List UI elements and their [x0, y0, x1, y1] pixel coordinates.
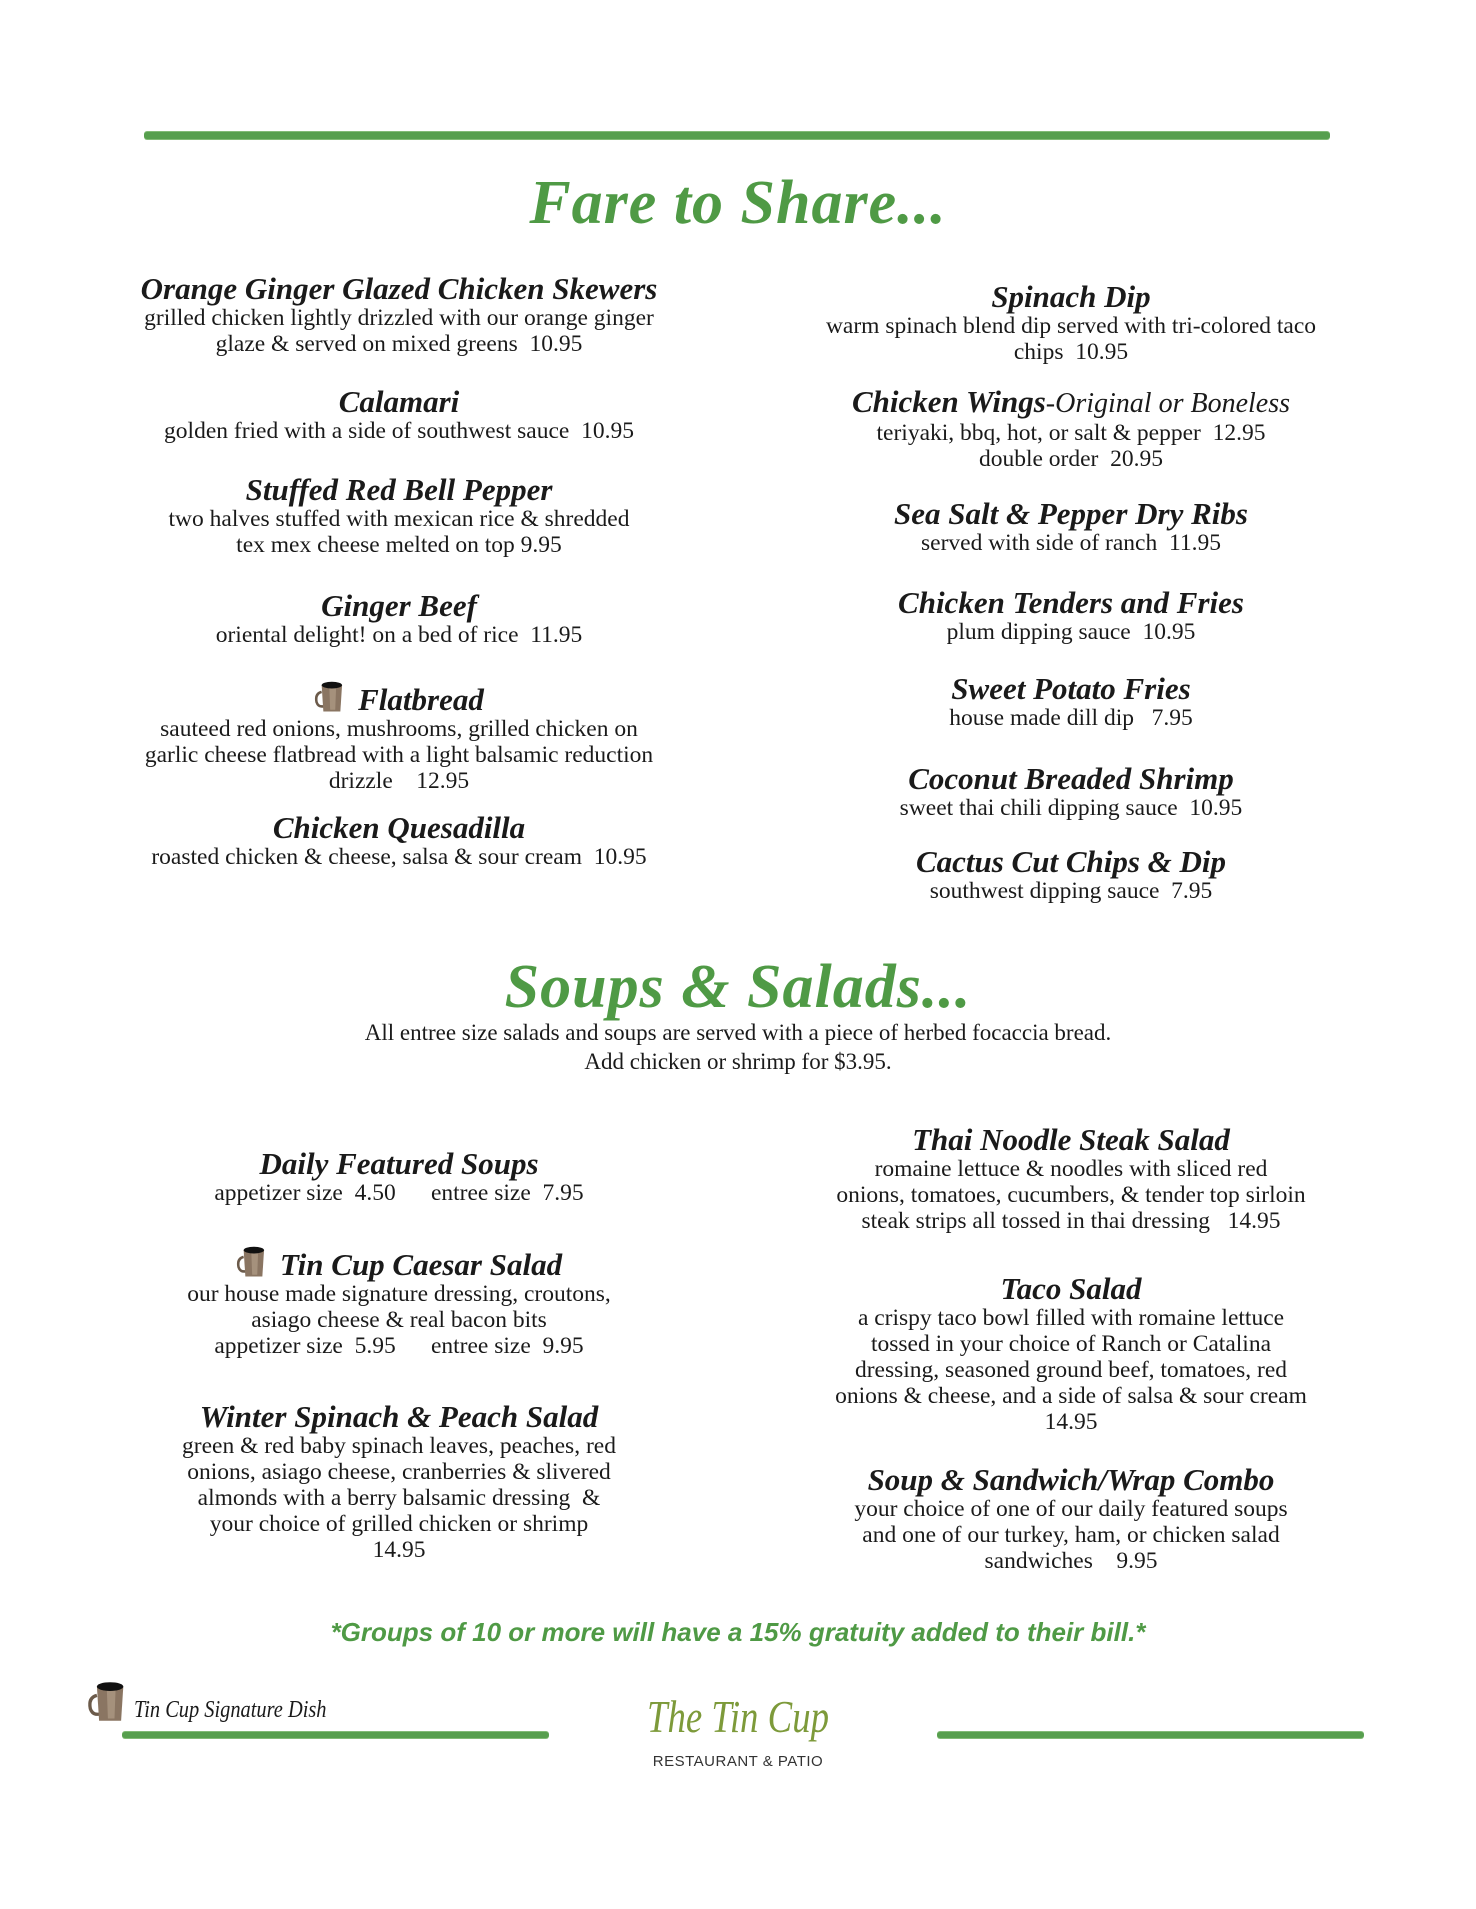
menu-item-title: Coconut Breaded Shrimp [908, 761, 1234, 796]
menu-item-title-row [731, 1124, 1411, 1156]
menu-item-title: Orange Ginger Glazed Chicken Skewers [140, 271, 658, 306]
menu-item-title: Calamari [338, 384, 460, 419]
menu-item-title: Thai Noodle Steak Salad [912, 1122, 1230, 1157]
menu-item-description: grilled chicken lightly drizzled with our orange ginger [144, 305, 654, 331]
menu-item-title-row [731, 1273, 1411, 1305]
soups-salads-addon-note: Add chicken or shrimp for $3.95. [584, 1049, 892, 1074]
menu-item-description: your choice of one of our daily featured soups [854, 1496, 1288, 1522]
menu-item [731, 281, 1411, 365]
menu-item [59, 590, 739, 648]
menu-item-description: green & red baby spinach leaves, peaches, red [182, 1433, 616, 1459]
menu-item-description: appetizer size 5.95 entree size 9.95 [214, 1333, 584, 1359]
menu-item-description: garlic cheese flatbread with a light balsamic reduction [144, 742, 654, 768]
menu-item-description: onions, tomatoes, cucumbers, & tender top sirloin [836, 1182, 1306, 1208]
top-divider [144, 132, 1330, 139]
menu-item-title-row [731, 846, 1411, 878]
menu-item-description: warm spinach blend dip served with tri-colored taco [825, 313, 1317, 339]
signature-cup-icon [86, 1680, 132, 1724]
menu-item-description: your choice of grilled chicken or shrimp [209, 1511, 589, 1537]
menu-item-title: Daily Featured Soups [259, 1146, 539, 1181]
menu-item-description: our house made signature dressing, croutons, [187, 1281, 611, 1307]
menu-item-description: romaine lettuce & noodles with sliced red [874, 1156, 1268, 1182]
menu-item-description: drizzle 12.95 [328, 768, 470, 794]
menu-item-description: sweet thai chili dipping sauce 10.95 [899, 795, 1243, 821]
menu-item [59, 1401, 739, 1563]
menu-item [731, 1464, 1411, 1574]
menu-item [731, 846, 1411, 904]
menu-item-title-row [59, 590, 739, 622]
footer-right-divider [937, 1732, 1364, 1738]
menu-item-description: onions, asiago cheese, cranberries & slivered [187, 1459, 611, 1485]
menu-item [59, 1148, 739, 1206]
menu-item-title: Cactus Cut Chips & Dip [915, 844, 1227, 879]
menu-item-subtitle: -Original or Boneless [1045, 388, 1291, 419]
menu-item [731, 386, 1411, 472]
menu-item [59, 680, 739, 794]
menu-item-title: Winter Spinach & Peach Salad [199, 1399, 599, 1434]
menu-item [59, 273, 739, 357]
menu-item-title: Flatbread [358, 682, 484, 717]
menu-item-description: a crispy taco bowl filled with romaine lettuce [857, 1305, 1285, 1331]
menu-item-title: Stuffed Red Bell Pepper [245, 472, 553, 507]
menu-item-title-row [731, 763, 1411, 795]
menu-item-description: plum dipping sauce 10.95 [946, 619, 1196, 645]
menu-item-description: 14.95 [372, 1537, 426, 1563]
menu-item-title: Chicken Wings [851, 384, 1046, 419]
menu-item-title-row [731, 1464, 1411, 1496]
menu-item [731, 498, 1411, 556]
menu-item-description: double order 20.95 [978, 446, 1164, 472]
menu-item-description: steak strips all tossed in thai dressing 14.95 [861, 1208, 1281, 1234]
menu-item-description: glaze & served on mixed greens 10.95 [215, 331, 583, 357]
menu-item-title: Soup & Sandwich/Wrap Combo [867, 1462, 1275, 1497]
menu-item-title: Spinach Dip [991, 279, 1151, 314]
menu-item-title-row [59, 812, 739, 844]
menu-item-description: teriyaki, bbq, hot, or salt & pepper 12.95 [876, 420, 1266, 446]
menu-item-title-row [59, 680, 739, 716]
menu-item-description: 14.95 [1044, 1409, 1098, 1435]
menu-item [59, 386, 739, 444]
tin-cup-logo: The Tin Cup [646, 1691, 829, 1742]
fare-to-share-heading: Fare to Share... [529, 169, 947, 237]
menu-item-description: sauteed red onions, mushrooms, grilled chicken on [160, 716, 638, 742]
menu-item-title-row [731, 281, 1411, 313]
menu-item-title-row [59, 1148, 739, 1180]
signature-cup-icon [236, 1245, 270, 1279]
menu-item-description: house made dill dip 7.95 [949, 705, 1193, 731]
soups-salads-heading: Soups & Salads... [504, 953, 972, 1021]
menu-item-description: southwest dipping sauce 7.95 [929, 878, 1213, 904]
menu-item-description: onions & cheese, and a side of salsa & sour cream [835, 1383, 1307, 1409]
signature-dish-legend: Tin Cup Signature Dish [134, 1697, 327, 1723]
menu-item-title-row [731, 587, 1411, 619]
gratuity-note: *Groups of 10 or more will have a 15% gratuity added to their bill.* [330, 1617, 1146, 1647]
menu-item [59, 474, 739, 558]
menu-item-description: dressing, seasoned ground beef, tomatoes, red [854, 1357, 1288, 1383]
menu-item-description: golden fried with a side of southwest sauce 10.95 [164, 418, 634, 444]
menu-item [731, 673, 1411, 731]
menu-item [731, 587, 1411, 645]
menu-item [731, 763, 1411, 821]
menu-item-title-row [731, 673, 1411, 705]
signature-cup-icon [314, 680, 348, 714]
menu-item-title: Sea Salt & Pepper Dry Ribs [894, 496, 1248, 531]
menu-item-description: served with side of ranch 11.95 [921, 530, 1221, 556]
menu-item-description: two halves stuffed with mexican rice & shredded [168, 506, 630, 532]
menu-item-title-row [59, 474, 739, 506]
menu-item-title-row [59, 1245, 739, 1281]
menu-item [731, 1273, 1411, 1435]
menu-item-title: Chicken Quesadilla [272, 810, 526, 845]
menu-item-title-row [731, 386, 1411, 420]
menu-item-title: Chicken Tenders and Fries [898, 585, 1244, 620]
soups-salads-note: All entree size salads and soups are served with a piece of herbed focaccia bread. [364, 1020, 1112, 1045]
menu-item-title-row [59, 386, 739, 418]
menu-item-title: Sweet Potato Fries [951, 671, 1191, 706]
menu-item-title: Taco Salad [1000, 1271, 1142, 1306]
menu-item-title: Tin Cup Caesar Salad [279, 1247, 563, 1282]
menu-item [59, 1245, 739, 1359]
menu-item-description: and one of our turkey, ham, or chicken salad [862, 1522, 1280, 1548]
menu-item-description: tossed in your choice of Ranch or Catalina [870, 1331, 1272, 1357]
menu-item-description: sandwiches 9.95 [984, 1548, 1158, 1574]
menu-item-description: almonds with a berry balsamic dressing & [197, 1485, 601, 1511]
menu-item-title-row [731, 498, 1411, 530]
footer-left-divider [122, 1732, 549, 1738]
menu-item-description: asiago cheese & real bacon bits [251, 1307, 547, 1333]
menu-item [59, 812, 739, 870]
menu-item-title-row [59, 1401, 739, 1433]
menu-item-description: chips 10.95 [1013, 339, 1129, 365]
menu-item-title: Ginger Beef [321, 588, 477, 623]
menu-item-description: appetizer size 4.50 entree size 7.95 [214, 1180, 584, 1206]
menu-item-description: roasted chicken & cheese, salsa & sour cream 10.95 [151, 844, 647, 870]
menu-item-description: tex mex cheese melted on top 9.95 [236, 532, 562, 558]
menu-item [731, 1124, 1411, 1234]
menu-item-title-row [59, 273, 739, 305]
menu-item-description: oriental delight! on a bed of rice 11.95 [215, 622, 583, 648]
logo-tagline: RESTAURANT & PATIO [652, 1753, 824, 1770]
